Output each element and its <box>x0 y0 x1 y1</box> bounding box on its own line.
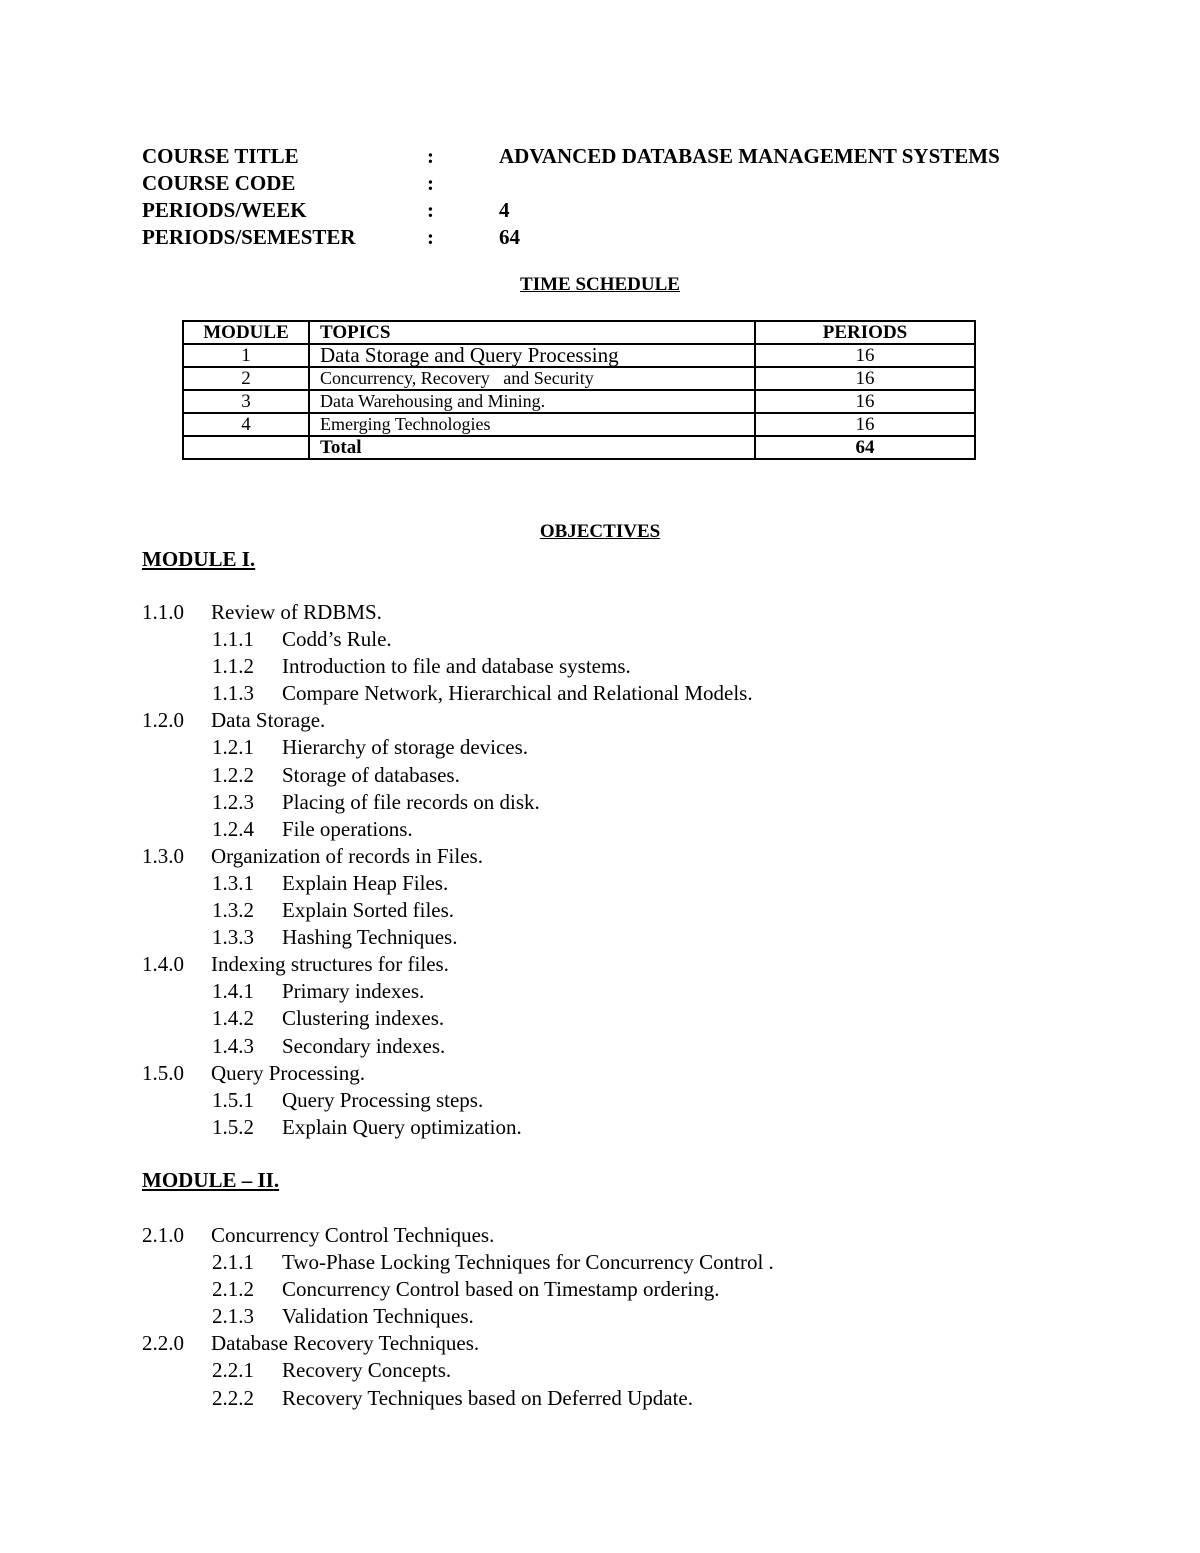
objective-text: Compare Network, Hierarchical and Relational Models. <box>282 681 753 706</box>
objective-text: Concurrency Control based on Timestamp ordering. <box>282 1277 720 1302</box>
time-schedule-table <box>182 320 976 460</box>
objective-number: 1.2.4 <box>212 816 254 841</box>
total-periods: 64 <box>755 436 975 459</box>
objective-text: Indexing structures for files. <box>211 952 449 977</box>
course-title-label: COURSE TITLE <box>142 144 299 168</box>
periods-semester-value: 64 <box>499 225 520 249</box>
objective-number: 1.1.1 <box>212 627 254 652</box>
objective-text: Query Processing steps. <box>282 1087 484 1112</box>
objective-number: 1.4.1 <box>212 979 254 1004</box>
objective-number: 1.2.0 <box>142 708 184 733</box>
module-1-heading <box>142 547 255 572</box>
module-2-title-trail: . <box>273 1168 280 1192</box>
objective-number: 1.2.3 <box>212 789 254 814</box>
objective-text: File operations. <box>282 816 413 841</box>
objective-number: 1.5.2 <box>212 1114 254 1139</box>
column-header-module: MODULE <box>183 321 309 344</box>
objective-number: 2.2.2 <box>212 1385 254 1410</box>
objective-text: Hierarchy of storage devices. <box>282 735 529 760</box>
objective-number: 2.1.2 <box>212 1277 254 1302</box>
column-header-topics: TOPICS <box>309 321 755 344</box>
objective-text: Explain Query optimization. <box>282 1114 522 1139</box>
objective-text: Explain Sorted files. <box>282 898 455 923</box>
module-1-title: MODULE I. <box>142 547 256 571</box>
periods-semester-label: PERIODS/SEMESTER <box>142 225 356 249</box>
objective-text: Validation Techniques. <box>282 1304 474 1329</box>
table-row <box>183 367 975 390</box>
objective-number: 1.2.2 <box>212 762 254 787</box>
objective-number: 1.4.0 <box>142 952 184 977</box>
objective-text: Recovery Concepts. <box>282 1358 452 1383</box>
column-header-periods: PERIODS <box>755 321 975 344</box>
objective-number: 1.2.1 <box>212 735 254 760</box>
objective-text: Recovery Techniques based on Deferred Update. <box>282 1385 693 1410</box>
objective-text: Placing of file records on disk. <box>282 789 540 814</box>
table-row <box>183 390 975 413</box>
module-cell: 4 <box>183 413 309 436</box>
objective-text: Secondary indexes. <box>282 1033 446 1058</box>
objective-text: Data Storage. <box>211 708 326 733</box>
topic-cell: Data Warehousing and Mining. <box>309 390 755 413</box>
objective-text: Two-Phase Locking Techniques for Concurrency Control . <box>282 1250 774 1275</box>
periods-week-label: PERIODS/WEEK <box>142 198 307 222</box>
objective-text: Database Recovery Techniques. <box>211 1331 480 1356</box>
objective-text: Hashing Techniques. <box>282 925 458 950</box>
objective-number: 1.3.0 <box>142 843 184 868</box>
objective-text: Explain Heap Files. <box>282 870 449 895</box>
objective-number: 1.4.2 <box>212 1006 254 1031</box>
objective-number: 1.4.3 <box>212 1033 254 1058</box>
total-label: Total <box>309 436 755 459</box>
objective-text: Introduction to file and database systems. <box>282 654 631 679</box>
objective-text: Codd’s Rule. <box>282 627 392 652</box>
table-row <box>183 344 975 367</box>
periods-cell: 16 <box>755 413 975 436</box>
objective-text: Review of RDBMS. <box>211 600 382 624</box>
periods-cell: 16 <box>755 367 975 390</box>
topic-cell: Emerging Technologies <box>309 413 755 436</box>
module-cell: 3 <box>183 390 309 413</box>
objective-number: 1.1.2 <box>212 654 254 679</box>
objective-number: 1.3.2 <box>212 898 254 923</box>
topic-cell: Concurrency, Recovery and Security <box>309 367 755 390</box>
topic-cell: Data Storage and Query Processing <box>309 344 755 367</box>
table-row <box>183 413 975 436</box>
objective-number: 1.1.3 <box>212 681 254 706</box>
objective-number: 2.1.1 <box>212 1250 254 1275</box>
course-code-label: COURSE CODE <box>142 171 296 195</box>
objective-number: 1.3.3 <box>212 925 254 950</box>
objective-number: 2.1.0 <box>142 1223 184 1247</box>
periods-cell: 16 <box>755 344 975 367</box>
colon: : <box>427 198 434 222</box>
table-total-row <box>183 436 975 459</box>
objective-text: Query Processing. <box>211 1060 365 1085</box>
objective-text: Clustering indexes. <box>282 1006 445 1031</box>
objective-text: Organization of records in Files. <box>211 843 483 868</box>
periods-cell: 16 <box>755 390 975 413</box>
objective-number: 1.1.0 <box>142 600 184 624</box>
time-schedule-title: TIME SCHEDULE <box>520 274 680 295</box>
colon: : <box>427 225 434 249</box>
objective-text: Concurrency Control Techniques. <box>211 1223 495 1247</box>
objective-number: 2.2.1 <box>212 1358 254 1383</box>
module-cell: 1 <box>183 344 309 367</box>
periods-week-value: 4 <box>499 198 510 222</box>
objectives-title: OBJECTIVES <box>539 521 661 542</box>
objective-number: 2.1.3 <box>212 1304 254 1329</box>
objective-text: Primary indexes. <box>282 979 425 1004</box>
objective-text: Storage of databases. <box>282 762 460 787</box>
colon: : <box>427 171 434 195</box>
course-title-value: ADVANCED DATABASE MANAGEMENT SYSTEMS <box>499 144 1000 168</box>
objective-number: 1.3.1 <box>212 870 254 895</box>
module-2-title: MODULE – II <box>142 1168 274 1192</box>
table-header-row <box>183 321 975 344</box>
objective-number: 2.2.0 <box>142 1331 184 1356</box>
module-cell <box>183 436 309 459</box>
module-cell: 2 <box>183 367 309 390</box>
objective-number: 1.5.1 <box>212 1087 254 1112</box>
module-2-heading <box>142 1168 279 1193</box>
objective-number: 1.5.0 <box>142 1060 184 1085</box>
colon: : <box>427 144 434 168</box>
